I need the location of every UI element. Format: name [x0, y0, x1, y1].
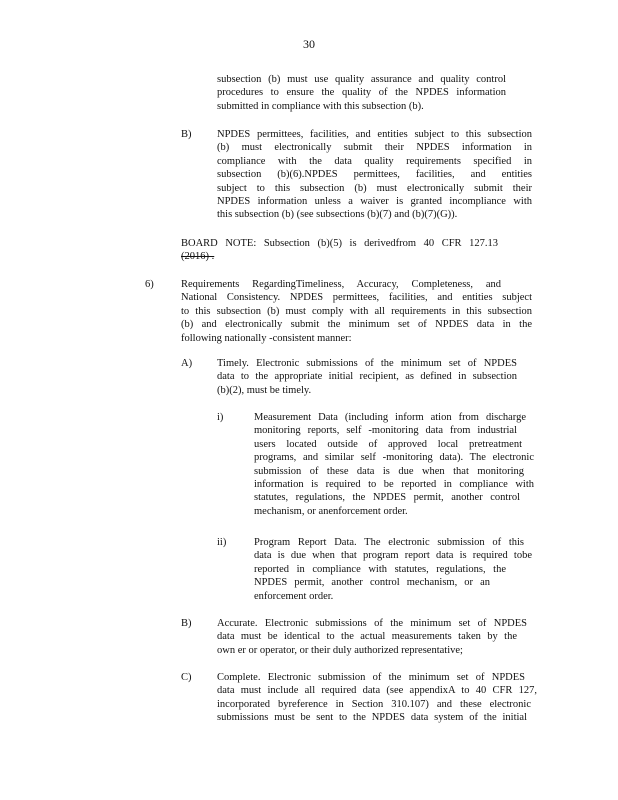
text-line: (b) and electronically submit the minimum set of NPDES data in the — [181, 319, 532, 331]
text-line: National Consistency. NPDES permittees, facilities, and entities subject — [181, 292, 532, 304]
text-line: monitoring reports, self -monitoring data from industrial — [254, 425, 517, 437]
text-line: (b) must electronically submit their NPDES information in — [217, 142, 532, 154]
text-line: to this subsection (b) must comply with all requirements in this subsection — [181, 305, 532, 317]
text-line: programs, and similar self -monitoring data). The electronic — [254, 452, 534, 464]
text-line: data is due when that program report data is required tobe — [254, 550, 532, 562]
item-6-text — [181, 278, 532, 345]
board-note-line: BOARD NOTE: Subsection (b)(5) is derivedfrom 40 CFR 127.13 — [181, 238, 498, 249]
text-line: Complete. Electronic submission of the minimum set of NPDES — [217, 672, 525, 683]
text-line: Program Report Data. The electronic submission of this — [254, 537, 524, 548]
item-label-6a: A) — [181, 358, 193, 369]
text-line: submission of these data is due when that monitoring — [254, 465, 524, 477]
item-label-6a-ii: ii) — [217, 537, 227, 548]
text-line: data must be identical to the actual measurements taken by the — [217, 631, 517, 643]
text-line: NPDES permittees, facilities, and entities subject to this subsection — [217, 129, 532, 140]
text-line: reported in compliance with statutes, regulations, the — [254, 563, 506, 575]
text-line: information is required to be reported in compliance with — [254, 479, 534, 491]
text-line: data must include all required data (see appendixA to 40 CFR 127, — [217, 685, 537, 697]
text-line: Requirements RegardingTimeliness, Accuracy, Completeness, and — [181, 279, 501, 290]
intro-continuation — [217, 73, 506, 113]
text-line: submissions must be sent to the NPDES data system of the initial — [217, 712, 527, 724]
text-line: (b)(2), must be timely. — [217, 384, 312, 396]
text-line: statutes, regulations, the NPDES permit, another control — [254, 492, 520, 504]
item-6a-text — [217, 357, 517, 397]
text-line: Timely. Electronic submissions of the minimum set of NPDES — [217, 358, 517, 369]
page-number: 30 — [303, 37, 315, 51]
text-line: subsection (b) must use quality assurance and quality control — [217, 74, 506, 85]
text-line: Measurement Data (including inform ation from discharge — [254, 412, 526, 423]
text-line: incorporated byreference in Section 310.107) and these electronic — [217, 698, 531, 710]
text-line: NPDES information unless a waiver is granted incompliance with — [217, 196, 532, 208]
item-label-6b: B) — [181, 618, 192, 629]
item-label-6c: C) — [181, 672, 192, 683]
item-6a-i-text — [254, 411, 534, 518]
board-note-struck-text: (2016) . — [181, 251, 215, 263]
text-line: NPDES permit, another control mechanism, or an — [254, 577, 490, 589]
text-line: this subsection (b) (see subsections (b)(7) and (b)(7)(G)). — [217, 209, 458, 221]
text-line: following nationally -consistent manner: — [181, 332, 352, 344]
text-line: data to the appropriate initial recipient, as defined in subsection — [217, 371, 517, 383]
text-line: procedures to ensure the quality of the NPDES information — [217, 87, 506, 99]
text-line: Accurate. Electronic submissions of the minimum set of NPDES — [217, 618, 527, 629]
item-label-6a-i: i) — [217, 412, 224, 423]
text-line: submitted in compliance with this subsection (b). — [217, 100, 424, 112]
text-line: subsection (b)(6).NPDES permittees, facilities, and entities — [217, 169, 532, 181]
text-line: mechanism, or anenforcement order. — [254, 505, 408, 517]
board-note — [181, 237, 498, 264]
item-b-text — [217, 128, 532, 222]
text-line: users located outside of approved local pretreatment — [254, 438, 522, 450]
text-line: enforcement order. — [254, 590, 334, 602]
item-label-6: 6) — [145, 279, 154, 290]
item-6a-ii-text — [254, 536, 532, 603]
item-label-b: B) — [181, 129, 192, 140]
item-6c-text — [217, 671, 537, 725]
text-line: compliance with the data quality requirements specified in — [217, 155, 532, 167]
text-line: subject to this subsection (b) must electronically submit their — [217, 182, 532, 194]
text-line: own er or operator, or their duly authorized representative; — [217, 644, 463, 656]
item-6b-text — [217, 617, 527, 657]
